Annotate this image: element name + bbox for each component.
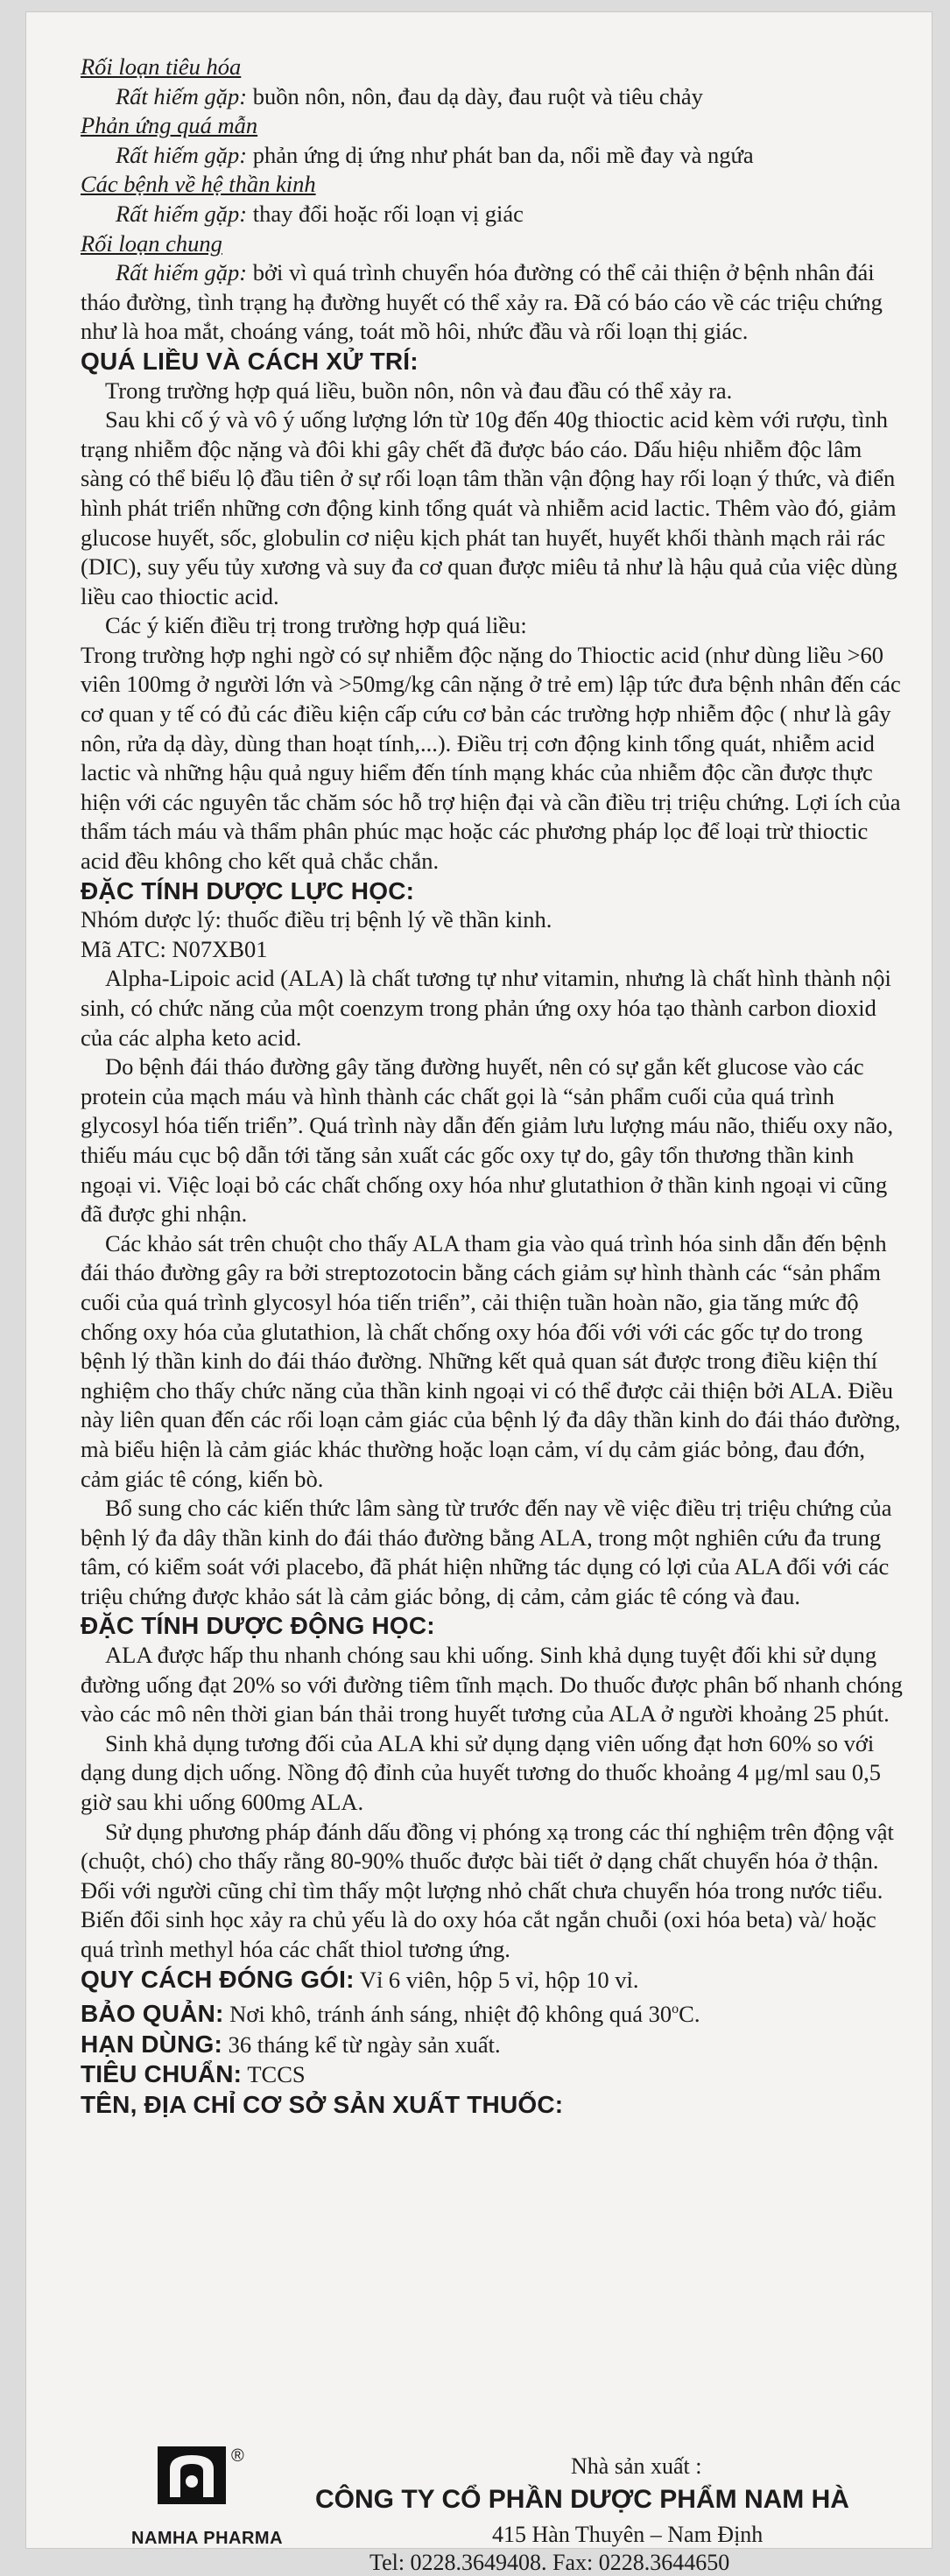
overdose-p2: Sau khi cố ý và vô ý uống lượng lớn từ 10g đến 40g thioctic acid kèm với rượu, tình trạng nhiễm độc nặng và đôi khi gây chết đã được báo cáo. Dấu hiệu nhiễm độc lâm sàng có thể biểu lộ đầu tiên ở sự rối loạn tâm thần vận động hay rối loạn ý thức, và điển hình phát triển những cơn động kinh tổng quát và nhiễm acid lactic. Thêm vào đó, giảm glucose huyết, sốc, globulin cơ niệu kịch phát tan huyết, huyết khối thành mạch rải rác (DIC), suy yếu tủy xương và suy đa cơ quan được miêu tả như là hậu quả của việc dùng liều cao thioctic acid. (81, 406, 897, 609)
allergy-title: Phản ứng quá mẫn (81, 112, 258, 139)
manufacturer-footer (81, 2446, 907, 2575)
company-name: CÔNG TY CỔ PHẦN DƯỢC PHẨM NAM HÀ (315, 2485, 849, 2514)
manufacturer-heading: TÊN, ĐỊA CHỈ CƠ SỞ SẢN XUẤT THUỐC: (81, 2090, 564, 2118)
pharmacological-group: Nhóm dược lý: thuốc điều trị bệnh lý về thần kinh. (81, 906, 552, 933)
namha-logo-icon (158, 2446, 226, 2504)
maker-label: Nhà sản xuất : (571, 2453, 702, 2479)
pharmacodynamics-p3: Các khảo sát trên chuột cho thấy ALA tham gia vào quá trình hóa sinh dẫn đến bệnh đái tháo đường gây ra bởi streptozotocin bằng cách giảm sự hình thành các “sản phẩm cuối của quá trình glycosyl hóa tiến triển”, cải thiện tuần hoàn não, gia tăng mức độ chống oxy hóa của glutathion, là chất chống oxy hóa đối với với các gốc tự do trong bệnh lý thần kinh do đái tháo đường. Những kết quả quan sát được trong điều kiện thí nghiệm cho thấy chức năng của thần kinh ngoại vi có thể được cải thiện bởi ALA. Điều này liên quan đến các rối loạn cảm giác của bệnh lý đa dây thần kinh do đái tháo đường, mà biểu hiện là cảm giác khác thường hoặc loạn cảm, ví dụ cảm giác bỏng, đau đớn, cảm giác tê cóng, kiến bò. (81, 1229, 901, 1492)
overdose-p4: Trong trường hợp nghi ngờ có sự nhiễm độc nặng do Thioctic acid (như dùng liều >60 viên 100mg ở người lớn và >50mg/kg cân nặng ở trẻ em) lập tức đưa bệnh nhân đến các cơ quan y tế có đủ các điều kiện cấp cứu cơ bản các trường hợp nhiễm độc ( như là gây nôn, rửa dạ dày, dùng than hoạt tính,...). Điều trị cơn động kinh tổng quát, nhiễm acid lactic và những hậu quả nguy hiểm đến tính mạng khác của nhiễm độc cần được thực hiện với các nguyên tắc chăm sóc hỗ trợ hiện đại và cần điều trị triệu chứng. Lợi ích của thẩm tách máu và thẩm phân phúc mạc hoặc các phương pháp lọc để loại trừ thioctic acid đều không cho kết quả chắc chắn. (81, 641, 901, 875)
standard-line: TIÊU CHUẨN: TCCS (81, 2060, 306, 2088)
registered-mark: ® (231, 2446, 244, 2466)
overdose-p3: Các ý kiến điều trị trong trường hợp quá liều: (105, 612, 527, 639)
pharmacodynamics-p4: Bổ sung cho các kiến thức lâm sàng từ trước đến nay về việc điều trị triệu chứng của bệnh lý đa dây thần kinh do đái tháo đường bằng ALA, trong một nghiên cứu đa trung tâm, có kiểm soát với placebo, đã phát hiện những tác dụng có lợi của ALA đối với các triệu chứng được khảo sát là cảm giác bỏng, dị cảm, cảm giác tê cóng và đau. (81, 1495, 892, 1609)
shelf-life-line: HẠN DÙNG: 36 tháng kể từ ngày sản xuất. (81, 2030, 501, 2058)
general-title: Rối loạn chung (81, 229, 222, 257)
brand-name: NAMHA PHARMA (131, 2529, 284, 2548)
overdose-p1: Trong trường hợp quá liều, buồn nôn, nôn và đau đầu có thể xảy ra. (105, 377, 733, 404)
pharmacodynamics-heading: ĐẶC TÍNH DƯỢC LỰC HỌC: (81, 876, 415, 904)
pharmacodynamics-p2: Do bệnh đái tháo đường gây tăng đường huyết, nên có sự gắn kết glucose vào các protein của mạch máu và hình thành các chất gọi là “sản phẩm cuối của quá trình glycosyl hóa tiến triển”. Quá trình này dẫn đến giảm lưu lượng máu não, thiếu oxy não, thiếu máu cục bộ dẫn tới tăng sản xuất các gốc oxy tự do, gây tổn thương thần kinh ngoại vi. Việc loại bỏ các chất chống oxy hóa như glutathion ở thần kinh ngoại vi cũng đã được ghi nhận. (81, 1053, 894, 1228)
pharmacokinetics-heading: ĐẶC TÍNH DƯỢC ĐỘNG HỌC: (81, 1612, 435, 1640)
pharmacokinetics-p3: Sử dụng phương pháp đánh dấu đồng vị phóng xạ trong các thí nghiệm trên động vật (chuột, chó) cho thấy rằng 80-90% thuốc được bài tiết ở dạng chất chuyển hóa ở thận. Đối với người cũng chỉ tìm thấy một lượng nhỏ chất chưa chuyển hóa trong nước tiểu. Biến đổi sinh học xảy ra chủ yếu là do oxy hóa cắt ngắn chuỗi (oxi hóa beta) và/ hoặc quá trình methyl hóa các chất thiol tương ứng. (81, 1818, 894, 1962)
atc-code: Mã ATC: N07XB01 (81, 935, 268, 962)
storage-line: BẢO QUẢN: Nơi khô, tránh ánh sáng, nhiệt độ không quá 30$^o$C. (81, 2000, 700, 2028)
leaflet-content (81, 53, 907, 2119)
company-contact: Tel: 0228.3649408. Fax: 0228.3644650 (369, 2550, 730, 2575)
nervous-title: Các bệnh về hệ thần kinh (81, 171, 316, 198)
allergy-line: Rất hiếm gặp: phản ứng dị ứng như phát ban da, nổi mề đay và ngứa (116, 141, 754, 168)
nervous-line: Rất hiếm gặp: thay đổi hoặc rối loạn vị giác (116, 200, 524, 227)
company-address: 415 Hàn Thuyên – Nam Định (492, 2522, 764, 2547)
pharmacokinetics-p2: Sinh khả dụng tương đối của ALA khi sử dụng dạng viên uống đạt hơn 60% so với dạng dung dịch uống. Nồng độ đỉnh của huyết tương do thuốc khoảng 4 μg/ml sau 0,5 giờ sau khi uống 600mg ALA. (81, 1729, 882, 1816)
digestive-line: Rất hiếm gặp: buồn nôn, nôn, đau dạ dày, đau ruột và tiêu chảy (116, 82, 703, 109)
leaflet-sheet (26, 12, 932, 2575)
pharmacodynamics-p1: Alpha-Lipoic acid (ALA) là chất tương tự như vitamin, nhưng là chất hình thành nội sinh, có chức năng của một coenzym trong phản ứng oxy hóa tạo thành carbon dioxid của các alpha keto acid. (81, 965, 891, 1051)
overdose-heading: QUÁ LIỀU VÀ CÁCH XỬ TRÍ: (81, 347, 419, 375)
general-line: Rất hiếm gặp: bởi vì quá trình chuyển hóa đường có thể cải thiện ở bệnh nhân đái tháo đường, tình trạng hạ đường huyết có thể xảy ra. Đã có báo cáo về các triệu chứng như là hoa mắt, choáng váng, toát mồ hôi, nhức đầu và rối loạn thị giác. (81, 259, 883, 345)
pharmacokinetics-p1: ALA được hấp thu nhanh chóng sau khi uống. Sinh khả dụng tuyệt đối khi sử dụng đường uống đạt 20% so với đường tiêm tĩnh mạch. Do thuốc được phân bố nhanh chóng vào các mô nên thời gian bán thải trong huyết tương của ALA ở người khoảng 25 phút. (81, 1642, 903, 1728)
digestive-title: Rối loạn tiêu hóa (81, 53, 242, 80)
packing-line: QUY CÁCH ĐÓNG GÓI: Vỉ 6 viên, hộp 5 vỉ, hộp 10 vỉ. (81, 1965, 639, 1993)
